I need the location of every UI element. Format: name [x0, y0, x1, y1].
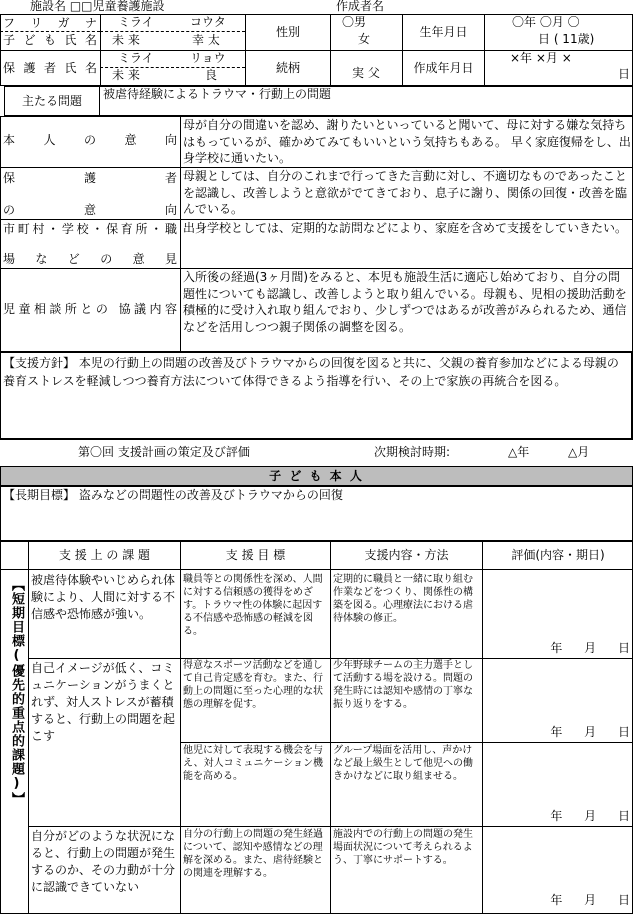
created-date-value-2: 日 — [618, 67, 631, 81]
row1-goal: 職員等との関係性を深め、人間に対する信頼感の獲得をめざす。トラウマ性の体験に起因する不信感や恐怖感の軽減を図る。 — [183, 574, 323, 637]
furigana-label: フ リ ガ ナ — [3, 16, 97, 30]
child-kana-family: コウタ — [190, 15, 226, 29]
relation-value: 実 父 — [352, 66, 380, 80]
row3-method: グループ場面を活用し、声かけなど最上級生として他児への働きかけなどに取り組ませる。 — [333, 745, 473, 782]
row2-eval: 年 月 日 — [550, 725, 630, 739]
short-term-goal-label: 【短期目標(優先的重点的課題)】 — [9, 578, 24, 806]
child-kana-given: ミライ — [118, 15, 154, 29]
child-name-label: 子ども氏名 — [3, 33, 97, 47]
city-opinion-text: 出身学校としては、定期的な訪問などにより、家庭を含めて支援をしていきたい。 — [183, 221, 628, 235]
header-evaluation: 評価(内容・期日) — [511, 548, 605, 562]
birth-date-value-1: 〇年 〇月 〇 — [512, 15, 580, 29]
city-opinion-label-2: 場 な ど の 意 見 — [3, 252, 177, 266]
next-review-label: 次期検討時期: — [374, 445, 451, 459]
guardian-kana-family: リョウ — [190, 51, 226, 65]
row1-eval: 年 月 日 — [550, 641, 630, 655]
row4-goal: 自分の行動上の問題の発生経過について、認知や感情などの理解を深める。また、虐待経験との関連を理解する。 — [183, 829, 323, 879]
relation-label: 続柄 — [275, 61, 300, 75]
row1-method: 定期的に職員と一緒に取り組む作業などをつくり、関係性の構築を図る。心理療法における虐待体験の修正。 — [333, 574, 473, 624]
policy-text: 【支援方針】 本児の行動上の問題の改善及びトラウマからの回復を図ると共に、父親の養育参加などによる母親の養育ストレスを軽減しつつ養育方法について体得できるよう指導を行い、その上で家族の再統合を図る。 — [3, 356, 619, 388]
row3-goal: 他児に対して表現する機会を与え、対人コミュニケーション機能を高める。 — [183, 745, 323, 782]
created-date-label: 作成年月日 — [413, 61, 474, 75]
facility-name: 施設名 □□児童養護施設 — [30, 0, 165, 13]
guardian-wish-label-2: の 意 向 — [3, 203, 177, 217]
birth-date-label: 生年月日 — [419, 25, 468, 39]
header-goal: 支 援 目 標 — [225, 548, 286, 562]
row4-method: 施設内での行動上の問題の発生場面状況について考えられるよう、丁寧にサポートする。 — [333, 829, 473, 866]
main-problem-label: 主たる問題 — [21, 93, 82, 108]
row4-eval: 年 月 日 — [550, 893, 630, 907]
guardian-wish-label-1: 保 護 者 — [3, 171, 177, 185]
plan-title: 第〇回 支援計画の策定及び評価 — [78, 445, 250, 459]
author-label: 作成者名 — [336, 0, 385, 13]
self-wish-text: 母が自分の間違いを認め、謝りたいといっていると聞いて、母に対する嫌な気持ちはもっているが、確かめてみてもいいという気持ちもある。 早く家庭復帰をし、出身学校に通いたい。 — [183, 118, 631, 165]
long-goal-text: 【長期目標】 盗みなどの問題性の改善及びトラウマからの回復 — [3, 488, 343, 502]
consultation-text: 入所後の経過(3ヶ月間)をみると、本児も施設生活に適応し始めており、自分の問題性についても認識し、改善しようと取り組んでいる。母親も、児相の援助活動を積極的に受け入れ取り組んでおり、少しずつではあるが改善がみられるため、通信などを活用しつつ親子関係の調整を図る。 — [183, 270, 627, 334]
row2-method: 少年野球チームの主力選手として活動する場を設ける。問題の発生時には認知や感情の丁寧な振り返りをする。 — [333, 660, 473, 710]
sex-male: 〇男 — [342, 15, 367, 29]
child-name-given: 未 来 — [112, 33, 140, 47]
header-method: 支援内容・方法 — [364, 548, 449, 562]
self-wish-label: 本 人 の 意 向 — [3, 133, 177, 147]
main-problem-value: 被虐待経験によるトラウマ・行動上の問題 — [103, 87, 332, 101]
created-date-value-1: ×年 ×月 × — [510, 51, 572, 65]
guardian-wish-text: 母親としては、自分のこれまで行ってきた言動に対し、不適切なものであったことを認識し、改善しようと意欲がでてきており、息子に謝り、関係の回復・改善を臨んでいる。 — [183, 169, 628, 216]
next-review-year: △年 — [508, 445, 530, 459]
guardian-name-label: 保護者氏名 — [3, 61, 97, 75]
header-issue: 支 援 上 の 課 題 — [58, 548, 151, 562]
row2-goal: 得意なスポーツ活動などを通して自己肯定感を育む。また、行動上の問題に至った心理的な状態の理解を促す。 — [183, 660, 323, 710]
guardian-name-given: 未 来 — [112, 68, 140, 82]
child-name-family: 幸 太 — [192, 33, 220, 47]
guardian-name-family: 良 — [205, 68, 218, 82]
city-opinion-label-1: 市町村・学校・保育所・職 — [3, 222, 177, 236]
next-review-month: △月 — [568, 445, 590, 459]
row4-issue: 自分がどのような状況になると、行動上の問題が発生するのか、その力動が十分に認識できていない — [31, 829, 176, 894]
row1-issue: 被虐待体験やいじめられ体験により、人間に対する不信感や恐怖感が強い。 — [31, 573, 176, 621]
sex-female: 女 — [358, 32, 371, 46]
birth-date-value-2: 日 ( 11歳) — [538, 32, 595, 46]
row3-eval: 年 月 日 — [550, 809, 630, 823]
sex-label: 性別 — [275, 25, 300, 39]
row2-issue: 自己イメージが低く、コミュニケーションがうまくとれず、対人ストレスが蓄積すると、行動上の問題を起こす — [31, 661, 176, 742]
guardian-kana-given: ミライ — [118, 51, 154, 65]
section-title: 子 ど も 本 人 — [269, 468, 364, 483]
consultation-label: 児童相談所との 協議内容 — [3, 302, 177, 316]
